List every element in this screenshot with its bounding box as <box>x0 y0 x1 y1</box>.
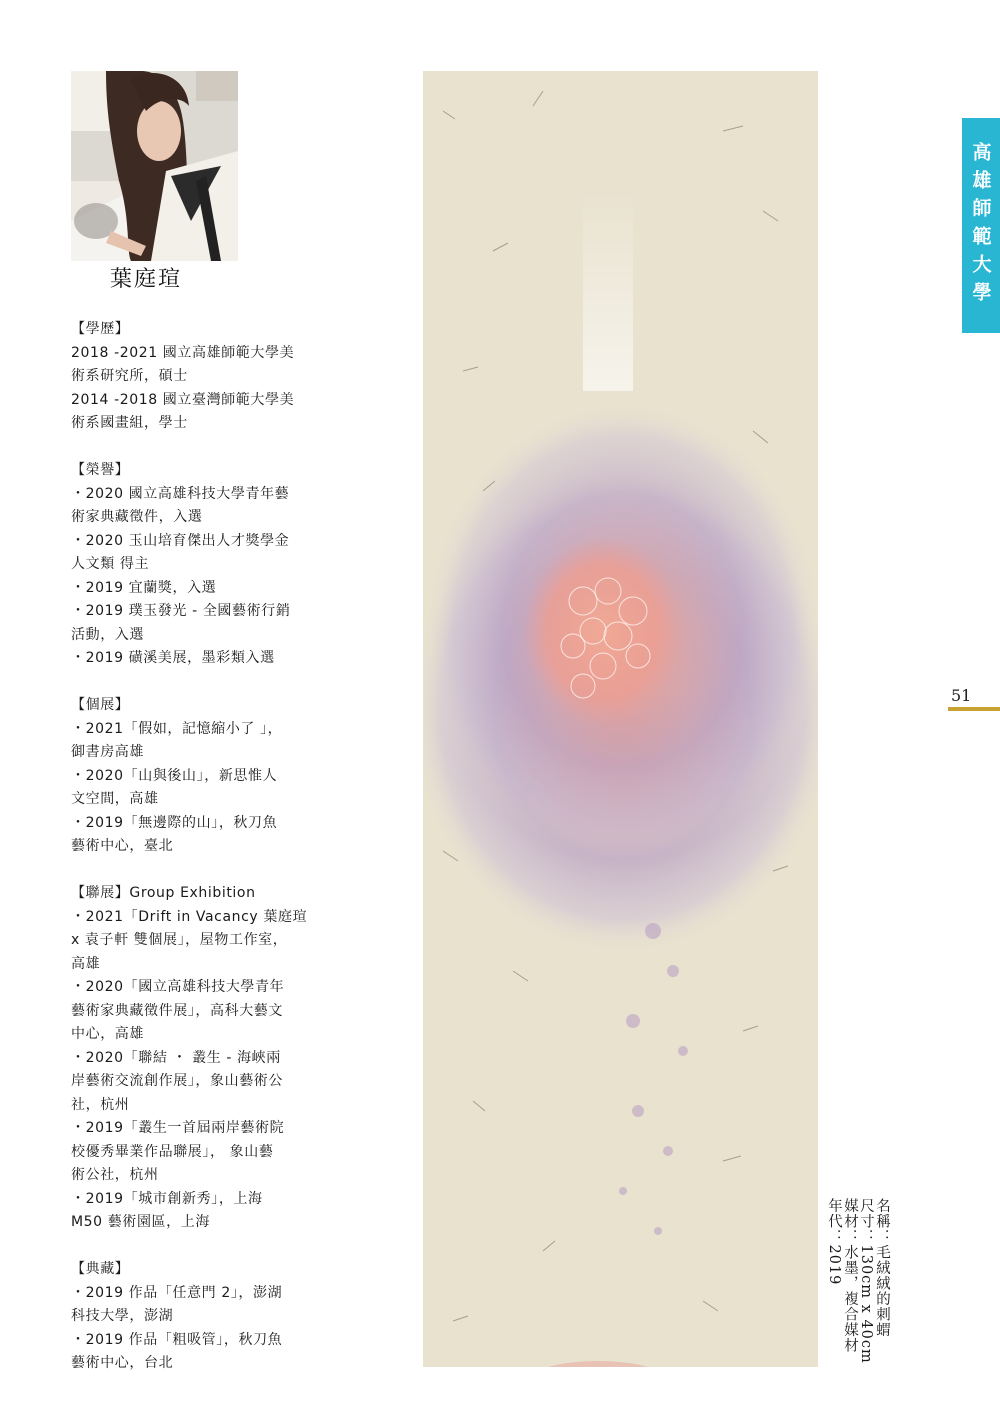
artwork-size: 尺寸：130cm x 40cm <box>858 1198 874 1364</box>
bio-line: ・2019「無邊際的山」，秋刀魚 <box>71 814 278 831</box>
bio-section <box>71 318 316 436</box>
bio-line: ・2021「假如，記憶縮小了 」， <box>71 720 283 737</box>
bio-line: 校優秀畢業作品聯展」， 象山藝 <box>71 1143 274 1160</box>
bio-line: ・2020 玉山培育傑出人才獎學金 <box>71 532 290 549</box>
bio-line: 岸藝術交流創作展」，象山藝術公 <box>71 1073 283 1089</box>
artwork-illustration <box>423 71 818 1367</box>
bio-section <box>71 1258 316 1376</box>
bio-line: 活動，入選 <box>71 626 144 643</box>
artwork-caption <box>826 1198 890 1368</box>
bio-line: 科技大學，澎湖 <box>71 1308 174 1324</box>
bio-line: 社，杭州 <box>71 1096 130 1113</box>
bio-line: ・2021「Drift in Vacancy 葉庭瑄 <box>71 908 308 925</box>
bio-section-title: 【聯展】Group Exhibition <box>71 885 256 901</box>
artist-name: 葉庭瑄 <box>110 267 183 292</box>
bio-line: M50 藝術園區，上海 <box>71 1214 210 1230</box>
bio-line: ・2019「叢生一首屆兩岸藝術院 <box>71 1120 285 1136</box>
bio-line: ・2019 宜蘭獎，入選 <box>71 579 217 596</box>
bio-section-title: 【典藏】 <box>71 1261 130 1277</box>
bio-line: 術系研究所，碩士 <box>71 368 188 384</box>
bio-line: ・2020「山與後山」，新思惟人 <box>71 767 278 784</box>
bio-section <box>71 459 316 671</box>
artwork-image <box>423 71 818 1367</box>
bio-line: 術系國畫組，學士 <box>71 415 188 431</box>
artist-photo-illustration <box>71 71 238 261</box>
bio-line: 御書房高雄 <box>71 744 144 760</box>
side-tab-university: 高雄師範大學 <box>962 118 1000 333</box>
bio-line: 2018 -2021 國立高雄師範大學美 <box>71 344 295 361</box>
artwork-year: 年代：2019 <box>826 1198 842 1286</box>
artist-photo <box>71 71 238 261</box>
bio-line: ・2020「國立高雄科技大學青年 <box>71 979 285 995</box>
page-number: 51 <box>951 686 972 705</box>
page-number-rule <box>948 707 1000 711</box>
bio-line: 藝術家典藏徵件展」，高科大藝文 <box>71 1002 283 1019</box>
bio-line: ・2019 作品「任意門 2」，澎湖 <box>71 1284 283 1301</box>
bio-line: 藝術中心，台北 <box>71 1355 174 1371</box>
artwork-title: 名稱：毛絨絨的刺蝟 <box>874 1198 890 1338</box>
bio-line: ・2019「城市創新秀」，上海 <box>71 1190 263 1207</box>
bio-line: ・2020 國立高雄科技大學青年藝 <box>71 485 290 502</box>
bio-line: ・2020「聯結 ・ 叢生 - 海峽兩 <box>71 1049 281 1066</box>
bio-line: 中心，高雄 <box>71 1026 144 1042</box>
bio-line: 文空間，高雄 <box>71 791 159 807</box>
bio-line: 人文類 得主 <box>71 556 150 572</box>
artwork-medium: 媒材：水墨，複合媒材 <box>842 1198 858 1353</box>
bio-line: ・2019 作品「粗吸管」，秋刀魚 <box>71 1331 283 1348</box>
bio-section-title: 【學歷】 <box>71 321 130 337</box>
bio-section <box>71 694 316 859</box>
bio-line: 2014 -2018 國立臺灣師範大學美 <box>71 391 295 408</box>
bio-line: ・2019 璞玉發光 - 全國藝術行銷 <box>71 603 291 619</box>
bio-line: x 袁子軒 雙個展」，屋物工作室， <box>71 932 288 948</box>
bio-line: 術公社，杭州 <box>71 1167 159 1183</box>
bio-line: 高雄 <box>71 955 101 972</box>
bio-line: 術家典藏徵件，入選 <box>71 509 203 525</box>
bio-line: 藝術中心，臺北 <box>71 838 174 854</box>
bio-section <box>71 882 316 1235</box>
bio-section-title: 【個展】 <box>71 697 130 713</box>
artist-bio <box>71 318 316 1399</box>
bio-section-title: 【榮譽】 <box>71 462 130 478</box>
bio-line: ・2019 磺溪美展，墨彩類入選 <box>71 650 275 666</box>
